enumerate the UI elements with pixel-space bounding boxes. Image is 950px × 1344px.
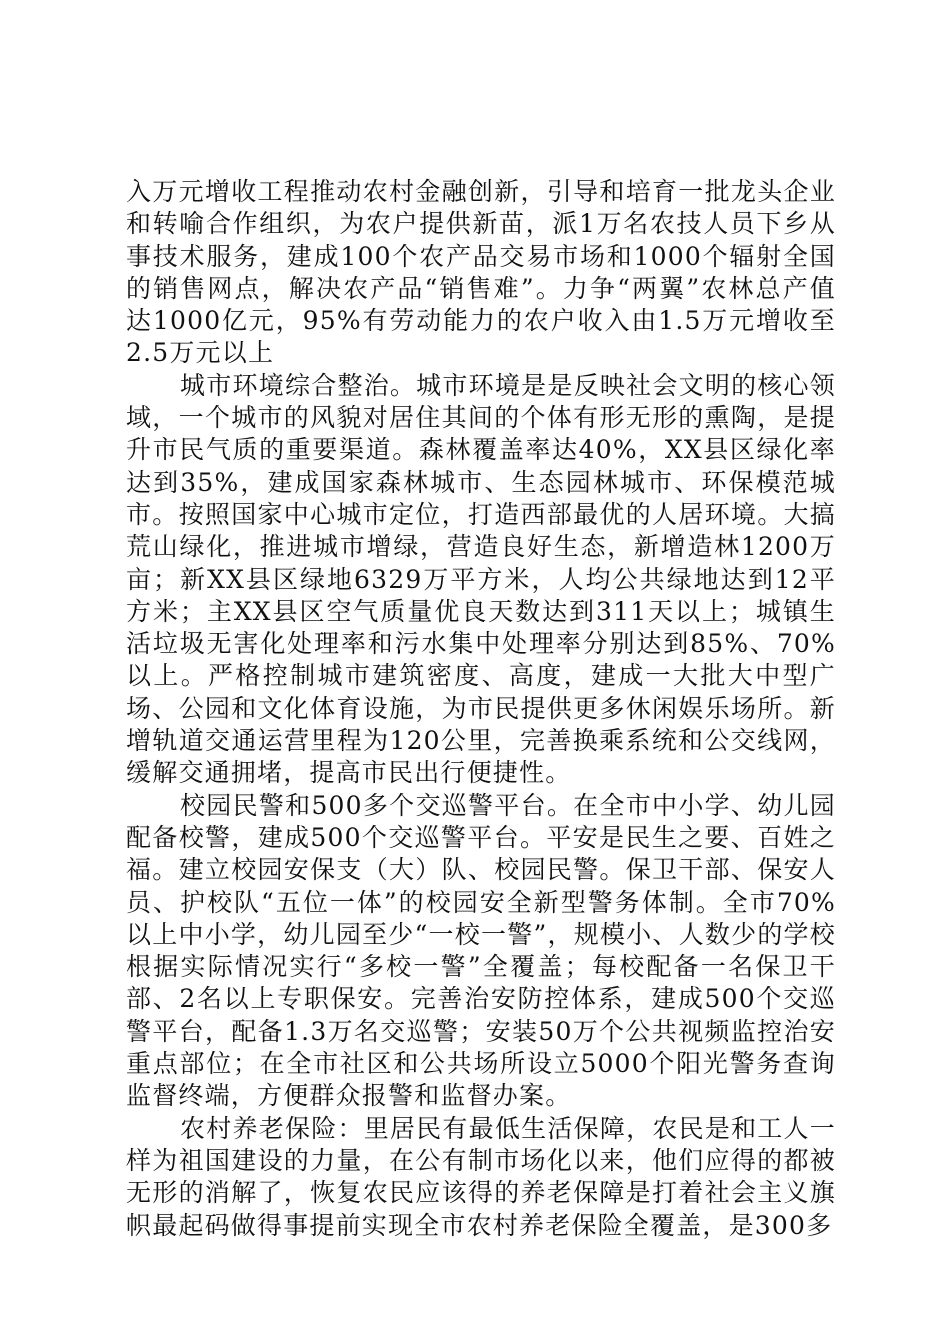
paragraph-rural-pension: 农村养老保险：里居民有最低生活保障，农民是和工人一样为祖国建设的力量，在公有制市场化以来，他们应得的都被无形的消解了，恢复农民应该得的养老保障是打着社会主义旗帜最起码做得事提前实现全市农村养老保险全覆盖，是300多 (126, 1113, 836, 1240)
paragraph-urban-environment: 城市环境综合整治。城市环境是是反映社会文明的核心领域，一个城市的风貌对居住其间的个体有形无形的熏陶，是提升市民气质的重要渠道。森林覆盖率达40%，XX县区绿化率达到35%，建成国家森林城市、生态园林城市、环保模范城市。按照国家中心城市定位，打造西部最优的人居环境。大搞荒山绿化，推进城市增绿，营造良好生态，新增造林1200万亩；新XX县区绿地6329万平方米，人均公共绿地达到12平方米；主XX县区空气质量优良天数达到311天以上；城镇生活垃圾无害化处理率和污水集中处理率分别达到85%、70%以上。严格控制城市建筑密度、高度，建成一大批大中型广场、公园和文化体育设施，为市民提供更多休闲娱乐场所。新增轨道交通运营里程为120公里，完善换乘系统和公交线网，缓解交通拥堵，提高市民出行便捷性。 (126, 370, 836, 788)
paragraph-campus-police: 校园民警和500多个交巡警平台。在全市中小学、幼儿园配备校警，建成500个交巡警平台。平安是民生之要、百姓之福。建立校园安保支（大）队、校园民警。保卫干部、保安人员、护校队“五位一体”的校园安全新型警务体制。全市70%以上中小学，幼儿园至少“一校一警”，规模小、人数少的学校根据实际情况实行“多校一警”全覆盖；每校配备一名保卫干部、2名以上专职保安。完善治安防控体系，建成500个交巡警平台，配备1.3万名交巡警；安装50万个公共视频监控治安重点部位；在全市社区和公共场所设立5000个阳光警务查询监督终端，方便群众报警和监督办案。 (126, 790, 836, 1111)
body-text (126, 176, 836, 1242)
paragraph-rural-income: 入万元增收工程推动农村金融创新，引导和培育一批龙头企业和转喻合作组织，为农户提供新苗，派1万名农技人员下乡从事技术服务，建成100个农产品交易市场和1000个辐射全国的销售网点，解决农产品“销售难”。力争“两翼”农林总产值达1000亿元，95%有劳动能力的农户收入由1.5万元增收至2.5万元以上 (126, 177, 836, 368)
